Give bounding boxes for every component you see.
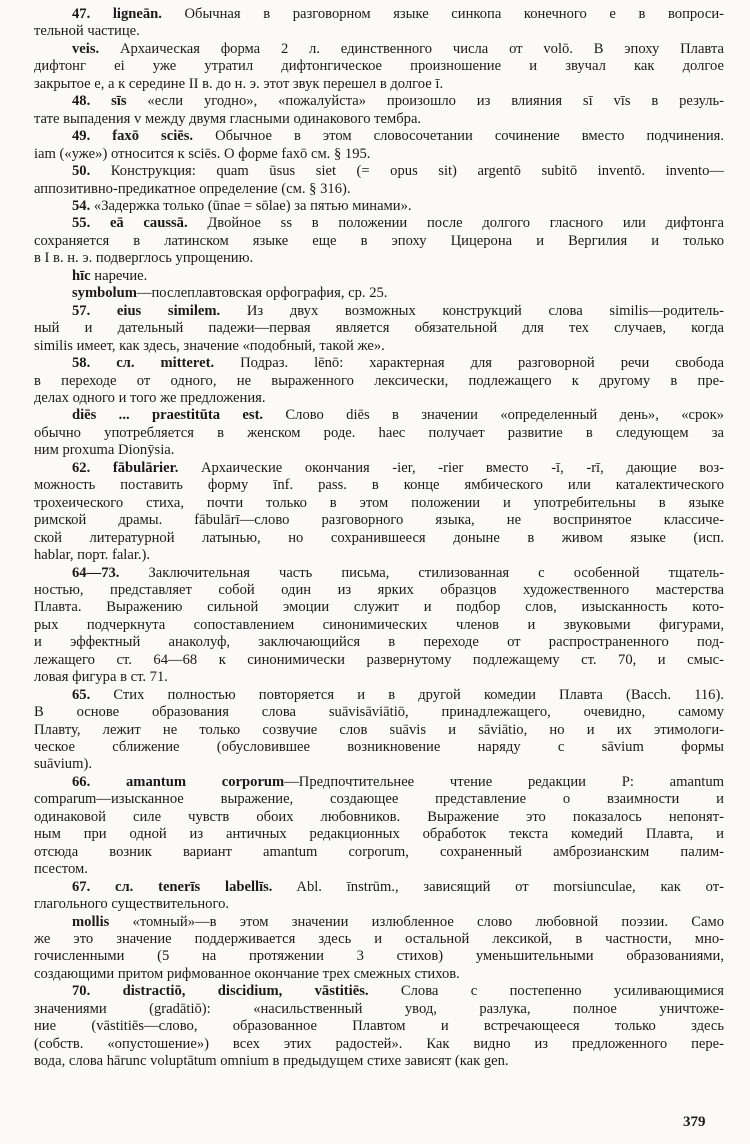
note-line: отсюда возник вариант amantum corporum, сохраненный амброзианским палим- (34, 843, 724, 860)
note-line: в I в. н. э. подверглось упрощению. (34, 250, 254, 267)
note-headword: 67. сл. tenerīs labellīs. (72, 878, 273, 895)
note-headword: 62. fābulārier. (72, 459, 179, 476)
note-first-line: symbolum—послеплавтовская орфография, ср. 25. (72, 285, 388, 302)
note-line: ческое сближение (обусловившее возникновение наряду с sāvium формы (34, 739, 724, 756)
note-headword: 49. faxō sciēs. (72, 128, 194, 145)
note-line: comparum—изысканное выражение, создающее представление о взаимности и (34, 791, 724, 808)
note-line: вода, слова hārunc voluptātum omnium в предыдущем стихе зависят (как gen. (34, 1053, 509, 1070)
note-line: Плавту, лежит не только созвучие слов suāvis и sāviātio, но и их этимологи- (34, 721, 724, 738)
note-line: сохраняется в латинском языке еще в эпоху Цицерона и Вергилия и только (34, 232, 724, 249)
note-line: В основе образования слова suāvisāviātiō, принадлежащего, очевидно, самому (34, 704, 724, 721)
note-line: глагольного существительного. (34, 896, 230, 913)
note-first-line: veis. Архаическая форма 2 л. единственного числа от volō. В эпоху Плавта (72, 40, 724, 57)
note-first-line: 58. сл. mitteret. Подраз. lēnō: характерная для разговорной речи свобода (72, 355, 724, 372)
note-line: значениями (gradātiō): «насильственный увод, разлука, полное уничтоже- (34, 1000, 724, 1017)
note-line: в переходе от одного, не выраженного лексически, подлежащего к другому в пре- (34, 372, 724, 389)
note-first-line: 48. sīs «если угодно», «пожалуйста» произошло из влияния sī vīs в резуль- (72, 93, 724, 110)
note-first-line: diēs ... praestitūta est. Слово diēs в значении «определенный день», «срок» (72, 407, 724, 424)
note-line: закрытое е, а к середине II в. до н. э. этот звук перешел в долгое ī. (34, 75, 444, 92)
note-line: тельной частице. (34, 23, 140, 40)
note-line: ской литературной латынью, но сохранившееся доныне в живом языке (исп. (34, 529, 724, 546)
note-line: ние (vāstitiēs—слово, образованное Плавтом и встречающееся только здесь (34, 1018, 724, 1035)
note-line: suāvium). (34, 756, 92, 773)
note-first-line: 62. fābulārier. Архаические окончания -ier, -rier вместо -ī, -rī, дающие воз- (72, 459, 724, 476)
note-line: римской драмы. fābulārī—слово разговорного языка, не воспринятое классиче- (34, 512, 724, 529)
note-line: тате выпадения v между двумя гласными одинакового тембра. (34, 110, 422, 127)
page-number: 379 (683, 1114, 706, 1130)
note-first-line: 55. eā caussā. Двойное ss в положении после долгого гласного или дифтонга (72, 215, 724, 232)
note-line: псестом. (34, 861, 88, 878)
note-headword: 50. (72, 163, 91, 180)
note-first-line: mollis «томный»—в этом значении излюбленное слово любовной поэзии. Само (72, 913, 724, 930)
note-line: обычно употребляется в женском роде. haec получает развитие в следующем за (34, 424, 724, 441)
note-line: ным при одной из античных редакционных обработок текста комедий Плавта, и (34, 826, 724, 843)
note-line: аппозитивно-предикатное определение (см. § 316). (34, 180, 351, 197)
note-line: ностью, представляет собой один из ярких образцов художественного мастерства (34, 581, 724, 598)
note-headword: 70. distractiō, discidium, vāstitiēs. (72, 983, 369, 1000)
note-line: similis имеет, как здесь, значение «подобный, такой же». (34, 337, 385, 354)
note-line: ним proxuma Dionȳsia. (34, 442, 175, 459)
note-headword: 65. (72, 686, 91, 703)
note-first-line: 70. distractiō, discidium, vāstitiēs. Слова с постепенно усиливающимися (72, 983, 724, 1000)
note-line: трохеического стиха, почти только в этом положении и употребительны в языке (34, 494, 724, 511)
note-headword: 55. eā caussā. (72, 215, 188, 232)
commentary-text (34, 6, 724, 1071)
note-first-line: hīc наречие. (72, 267, 148, 284)
note-line: рых подчеркнута сопоставлением синонимических членов и звуковыми фигурами, (34, 616, 724, 633)
note-headword: 57. eius similem. (72, 302, 221, 319)
note-headword: veis. (72, 40, 100, 57)
note-line: iam («уже») относится к sciēs. О форме faxō см. § 195. (34, 145, 371, 162)
note-headword: 48. sīs (72, 93, 127, 110)
note-headword: mollis (72, 913, 110, 930)
note-first-line: 54. «Задержка только (ūnae = sōlae) за пятью минами». (72, 197, 412, 214)
note-line: делах одного и того же предложения. (34, 389, 266, 406)
note-headword: 58. сл. mitteret. (72, 355, 215, 372)
note-first-line: 67. сл. tenerīs labellīs. Abl. īnstrūm., зависящий от morsiunculae, как от- (72, 878, 724, 895)
note-line: hablar, порт. falar.). (34, 547, 151, 564)
note-line: дифтонг ei уже утратил дифтонгическое произношение и звучал как долгое (34, 58, 724, 75)
note-line: гочисленными (5 на протяжении 3 стихов) уменьшительными образованиями, (34, 948, 724, 965)
note-line: создающими притом рифмованное окончание трех смежных стихов. (34, 965, 460, 982)
note-line: одинаковой силе чувств обоих любовников. Выражение это показалось непонят- (34, 808, 724, 825)
note-headword: 47. ligneān. (72, 6, 162, 22)
note-first-line: 47. ligneān. Обычная в разговорном языке синкопа конечного е в вопроси- (72, 6, 724, 22)
note-line: и эффектный анаколуф, заключающийся в переходе от распространенного под- (34, 634, 724, 651)
note-headword: 64—73. (72, 564, 120, 581)
note-line: можность поставить форму īnf. pass. в конце ямбического или каталектического (34, 477, 724, 494)
note-line: (собств. «опустошение») всех этих радостей». Как видно из предложенного пере- (34, 1035, 724, 1052)
note-headword: 66. amantum corporum (72, 773, 285, 790)
note-headword: hīc (72, 267, 91, 284)
note-line: лежащего ст. 64—68 к синонимически развернутому подлежащему ст. 70, и смыс- (34, 651, 724, 668)
note-line: Плавта. Выражению сильной эмоции служит и подбор слов, изысканность кото- (34, 599, 724, 616)
note-first-line: 57. eius similem. Из двух возможных конструкций слова similis—родитель- (72, 302, 724, 319)
note-line: ный и дательный падежи—первая является обязательной для тех случаев, когда (34, 320, 724, 337)
note-first-line: 65. Стих полностью повторяется и в другой комедии Плавта (Bacch. 116). (72, 686, 724, 703)
note-headword: 54. (72, 197, 91, 214)
note-first-line: 50. Конструкция: quam ūsus siet (= opus sit) argentō subitō inventō. invento— (72, 163, 724, 180)
note-line: ловая фигура в ст. 71. (34, 669, 168, 686)
note-headword: symbolum (72, 285, 137, 302)
note-headword: diēs ... praestitūta est. (72, 407, 264, 424)
note-first-line: 64—73. Заключительная часть письма, стилизованная с особенной тщатель- (72, 564, 724, 581)
note-first-line: 66. amantum corporum—Предпочтительнее чтение редакции P: amantum (72, 773, 724, 790)
note-line: же это значение поддерживается здесь и остальной лексикой, в частности, мно- (34, 931, 724, 948)
note-first-line: 49. faxō sciēs. Обычное в этом словосочетании сочинение вместо подчинения. (72, 128, 724, 145)
